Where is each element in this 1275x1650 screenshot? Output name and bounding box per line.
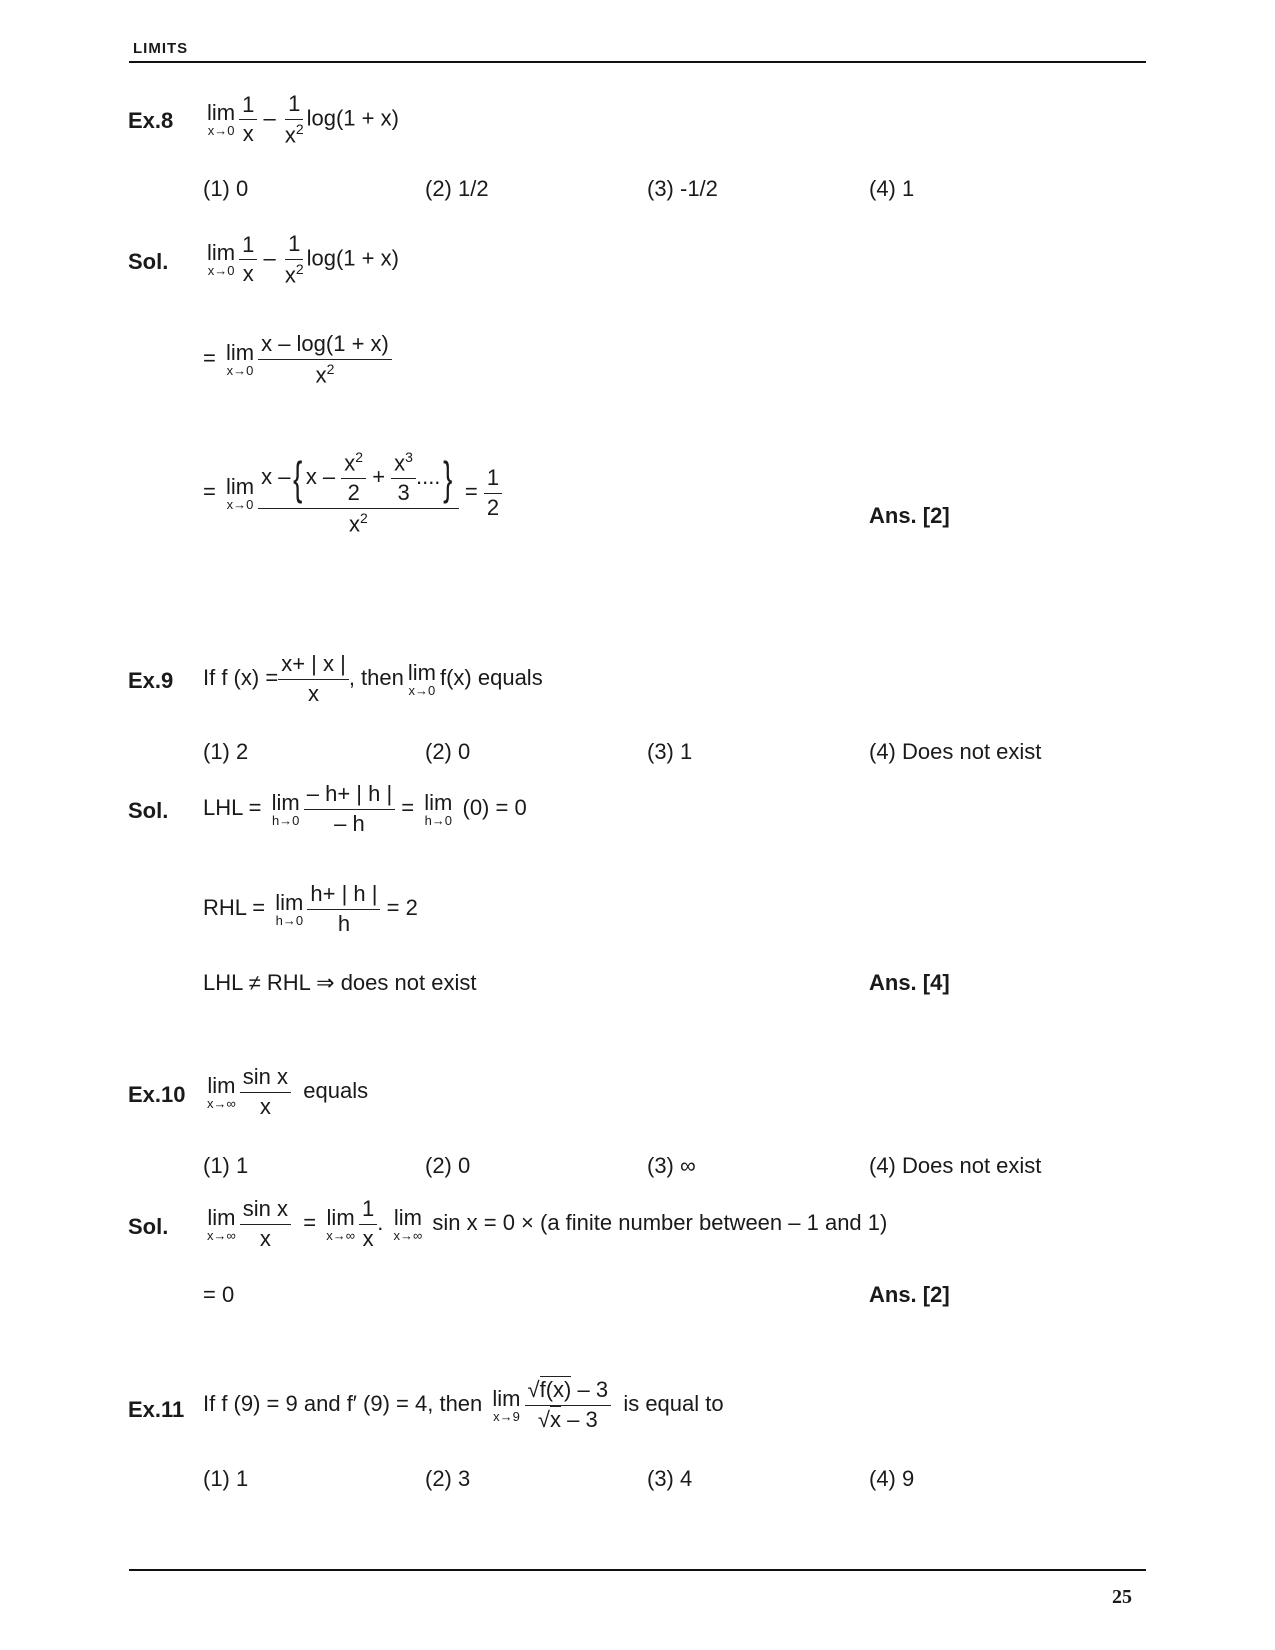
- ex9-option-2: (2) 0: [425, 739, 471, 764]
- ex8-answer: Ans. [2]: [869, 503, 950, 528]
- ex9-sol-label: Sol.: [128, 798, 169, 823]
- ex8-option-1: (1) 0: [203, 176, 249, 201]
- ex8-sol-step2: = lim x→0 $\frac{x - \log(1 + x)}{x^2}$: [203, 330, 392, 390]
- ex8-option-2: (2) 1/2: [425, 176, 489, 201]
- header-rule: [129, 61, 1146, 63]
- ex8-sol-label: Sol.: [128, 249, 169, 274]
- page-number: 25: [1112, 1586, 1132, 1608]
- ex8-label: Ex.8: [128, 108, 174, 133]
- ex9-question: If f (x) = $\frac{x+ | x |}{x}$ , then lim x→0 f(x) equals: [203, 651, 543, 706]
- ex8-sol-step3: = lim x→0 x – { x – $\frac{x^2}{2}$ + $\frac{x^3}{3}$ .... } $x^2$ = $\frac{1}{2}$: [203, 448, 502, 538]
- ex11-label: Ex.11: [128, 1397, 185, 1422]
- ex10-answer: Ans. [2]: [869, 1282, 950, 1307]
- ex11-option-1: (1) 1: [203, 1466, 249, 1491]
- ex11-option-3: (3) 4: [647, 1466, 693, 1491]
- ex9-sol-lhl: LHL = lim h→0 $\frac{- h+ | h |}{- h}$ = lim h→0 (0) = 0: [203, 781, 527, 836]
- ex9-answer: Ans. [4]: [869, 970, 950, 995]
- ex10-option-2: (2) 0: [425, 1153, 471, 1178]
- ex11-question: If f (9) = 9 and f′ (9) = 4, then lim x→9 $\frac{√f(x) - 3}{√x - 3}$ is equal to: [203, 1377, 724, 1432]
- ex10-option-4: (4) Does not exist: [869, 1153, 1042, 1178]
- ex10-sol-label: Sol.: [128, 1214, 169, 1239]
- ex9-sol-rhl: RHL = lim h→0 $\frac{h+ | h |}{h}$ = 2: [203, 881, 418, 936]
- section-header: LIMITS: [133, 40, 189, 57]
- ex9-option-4: (4) Does not exist: [869, 739, 1042, 764]
- ex10-sol-step1: lim x→∞ $\frac{\text{sin x}}{x}$ = lim x→∞ $\frac{1}{x}$ . lim x→∞ sin x = 0 × (a finite number between – 1 and 1): [207, 1196, 888, 1251]
- ex8-sol-step1: lim x→0 $\frac{1}{x}$ – $\frac{1}{x^2}$ log(1 + x): [207, 231, 399, 287]
- ex8-option-4: (4) 1: [869, 176, 915, 201]
- ex11-option-4: (4) 9: [869, 1466, 915, 1491]
- ex8-question-expression: lim x→0 $\frac{1}{x}$ – $\frac{1}{x^2}$ log(1 + x): [207, 91, 399, 147]
- ex9-option-1: (1) 2: [203, 739, 249, 764]
- ex10-label: Ex.10: [128, 1082, 186, 1107]
- ex9-option-3: (3) 1: [647, 739, 693, 764]
- ex10-question: lim x→∞ $\frac{\text{sin x}}{x}$ equals: [207, 1064, 369, 1119]
- ex9-label: Ex.9: [128, 668, 174, 693]
- ex10-option-1: (1) 1: [203, 1153, 249, 1178]
- ex10-option-3: (3) ∞: [647, 1153, 696, 1178]
- ex10-sol-result: = 0: [203, 1282, 235, 1307]
- ex9-conclusion: LHL ≠ RHL ⇒ does not exist: [203, 970, 477, 995]
- ex8-option-3: (3) -1/2: [647, 176, 718, 201]
- footer-rule: [129, 1569, 1146, 1571]
- ex11-option-2: (2) 3: [425, 1466, 471, 1491]
